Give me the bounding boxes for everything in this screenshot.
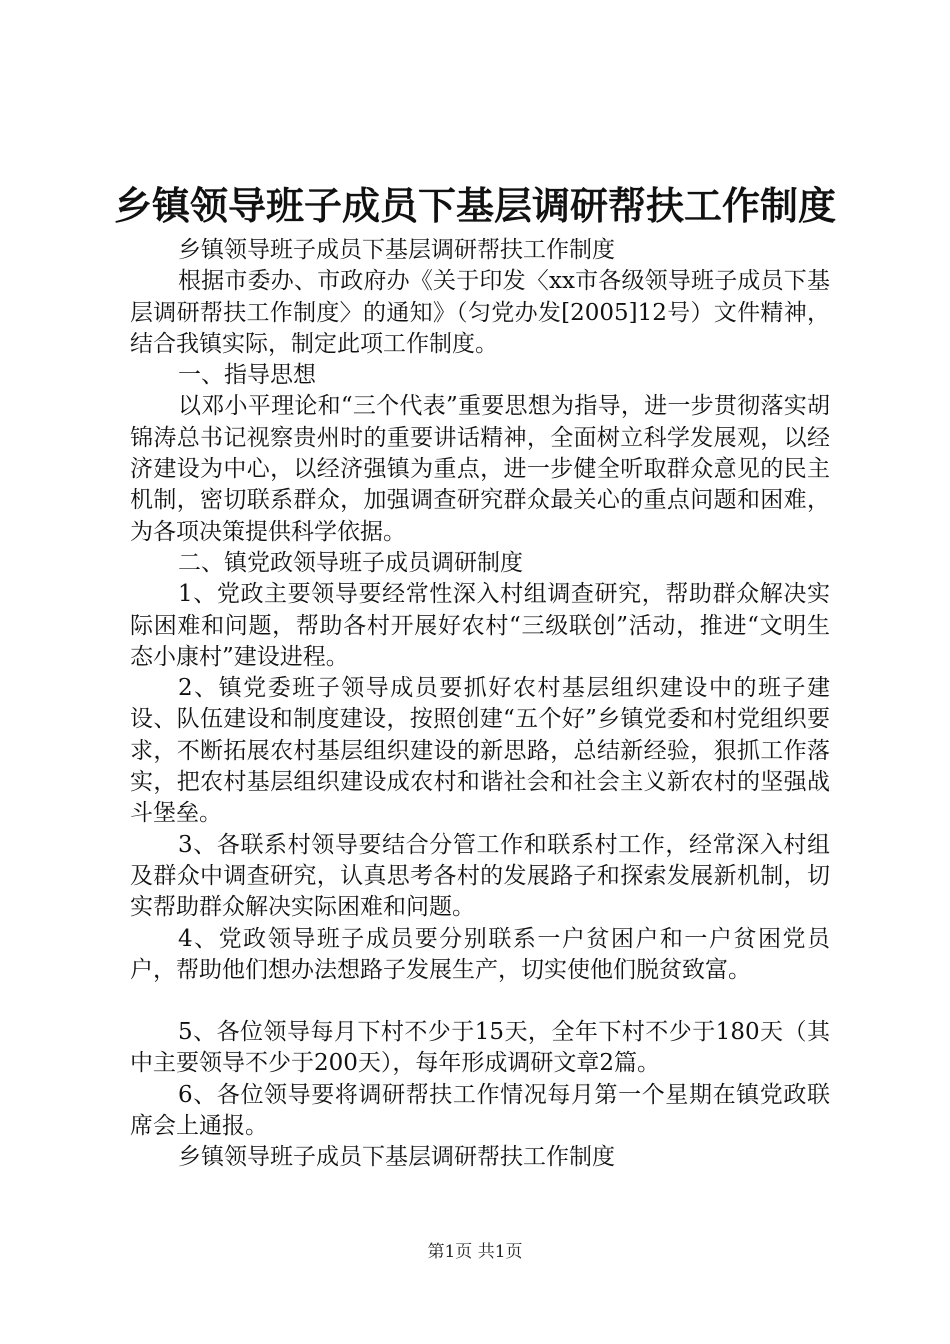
- section-heading-guiding-ideology: 一、指导思想: [178, 362, 316, 389]
- document-title: 乡镇领导班子成员下基层调研帮扶工作制度: [113, 183, 836, 228]
- paragraph-item-6: 6、各位领导要将调研帮扶工作情况每月第一个星期在镇党政联席会上通报。: [130, 1081, 830, 1140]
- paragraph-item-3: 3、各联系村领导要结合分管工作和联系村工作，经常深入村组及群众中调查研究，认真思考各村的发展路子和探索发展新机制，切实帮助群众解决实际困难和问题。: [130, 831, 830, 921]
- paragraph-item-1: 1、党政主要领导要经常性深入村组调查研究，帮助群众解决实际困难和问题，帮助各村开展好农村“三级联创”活动，推进“文明生态小康村”建设进程。: [130, 581, 830, 670]
- page-footer: 第1页 共1页: [427, 1242, 523, 1262]
- paragraph-subtitle: 乡镇领导班子成员下基层调研帮扶工作制度: [178, 237, 615, 263]
- paragraph-item-4: 4、党政领导班子成员要分别联系一户贫困户和一户贫困党员户，帮助他们想办法想路子发展生产，切实使他们脱贫致富。: [130, 925, 830, 983]
- paragraph-closing-title: 乡镇领导班子成员下基层调研帮扶工作制度: [178, 1144, 615, 1171]
- paragraph-guiding-ideology: 以邓小平理论和“三个代表”重要思想为指导，进一步贯彻落实胡锦涛总书记视察贵州时的重要讲话精神，全面树立科学发展观，以经济建设为中心，以经济强镇为重点，进一步健全听取群众意见的民主机制，密切联系群众，加强调查研究群众最关心的重点问题和困难，为各项决策提供科学依据。: [130, 393, 830, 545]
- paragraph-item-5: 5、各位领导每月下村不少于15天，全年下村不少于180天（其中主要领导不少于200天），每年形成调研文章2篇。: [130, 1019, 830, 1077]
- paragraph-item-2: 2、镇党委班子领导成员要抓好农村基层组织建设中的班子建设、队伍建设和制度建设，按照创建“五个好”乡镇党委和村党组织要求，不断拓展农村基层组织建设的新思路，总结新经验，狠抓工作落实，把农村基层组织建设成农村和谐社会和社会主义新农村的坚强战斗堡垒。: [130, 675, 830, 827]
- section-heading-research-system: 二、镇党政领导班子成员调研制度: [178, 549, 523, 576]
- document-body: [130, 235, 830, 1174]
- paragraph-intro: 根据市委办、市政府办《关于印发〈xx市各级领导班子成员下基层调研帮扶工作制度〉的通知》（匀党办发[2005]12号）文件精神，结合我镇实际，制定此项工作制度。: [130, 268, 830, 357]
